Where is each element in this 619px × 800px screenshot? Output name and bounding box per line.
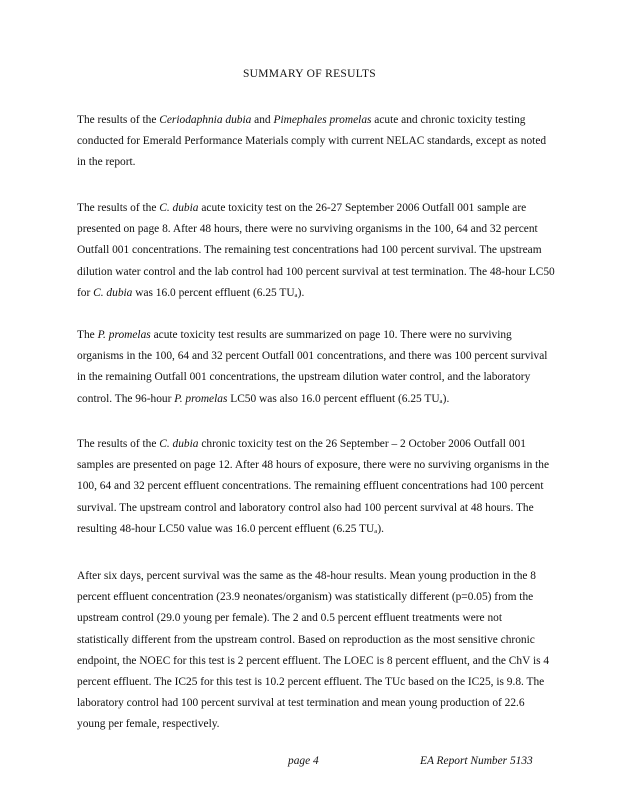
paragraph-text: The: [77, 329, 98, 341]
paragraph-text: and: [251, 114, 274, 126]
species-name: C. dubia: [159, 202, 199, 214]
page-title: SUMMARY OF RESULTS: [242, 68, 376, 80]
paragraph-acute-dubia: [77, 198, 555, 304]
paragraph-text: The results of the: [77, 202, 160, 214]
species-name: C. dubia: [93, 286, 133, 299]
species-name: C. dubia: [159, 438, 199, 450]
paragraph-intro: [77, 110, 555, 174]
species-name: Pimephales promelas: [273, 114, 372, 126]
report-number: EA Report Number 5133: [420, 755, 533, 767]
paragraph-acute-promelas: [77, 325, 555, 410]
paragraph-text: chronic toxicity test on the 26 September – 2 October 2006 Outfall 001 samples are presented on page 12. After 48 hours of exposure, there were no surviving organisms in the 100, 64 and 32 percent effluent concentrations. The remaining effluent concentrations had 100 percent survival. The upstream control and laboratory control also had 100 percent survival at 48 hours. The resulting 48-hour LC50 value was 16.0 percent effluent (6.25 TUₐ).: [77, 438, 550, 535]
paragraph-text: The results of the: [77, 114, 160, 126]
paragraph-text: was 16.0 percent effluent (6.25 TUₐ).: [132, 286, 305, 299]
paragraph-text: LC50 was also 16.0 percent effluent (6.25 TUₐ).: [227, 392, 450, 405]
paragraph-six-day-results: [77, 566, 555, 736]
paragraph-text: After six days, percent survival was the same as the 48-hour results. Mean young production in the 8 percent effluent concentration (23.9 neonates/organism) was statistically different (p=0.05) from the upstream control (29.0 young per female). The 2 and 0.5 percent effluent treatments were not statistically different from the upstream control. Based on reproduction as the most sensitive chronic endpoint, the NOEC for this test is 2 percent effluent. The LOEC is 8 percent effluent, and the ChV is 4 percent effluent. The IC25 for this test is 10.2 percent effluent. The TUc based on the IC25, is 9.8. The laboratory control had 100 percent survival at test termination and mean young production of 22.6 young per female, respectively.: [77, 570, 550, 731]
page-number: page 4: [288, 755, 319, 767]
paragraph-text: acute and chronic toxicity testing conducted for Emerald Performance Materials comply with current NELAC standards, except as noted in the report.: [77, 114, 547, 169]
paragraph-text: acute toxicity test on the 26-27 September 2006 Outfall 001 sample are presented on page 8. After 48 hours, there were no surviving organisms in the 100, 64 and 32 percent Outfall 001 concentrations. The remaining test concentrations had 100 percent survival. The upstream dilution water control and the lab control had 100 percent survival at test termination. The 48-hour LC50 for: [77, 202, 555, 299]
paragraph-text: The results of the: [77, 438, 160, 450]
species-name: P. promelas: [174, 392, 228, 405]
paragraph-text: acute toxicity test results are summarized on page 10. There were no surviving organisms in the 100, 64 and 32 percent Outfall 001 concentrations, and there was 100 percent survival in the remaining Outfall 001 concentrations, the upstream dilution water control, and the laboratory control. The 96-hour: [77, 329, 548, 405]
species-name: P. promelas: [97, 329, 151, 341]
species-name: Ceriodaphnia dubia: [159, 114, 252, 126]
paragraph-chronic-dubia: [77, 434, 555, 540]
